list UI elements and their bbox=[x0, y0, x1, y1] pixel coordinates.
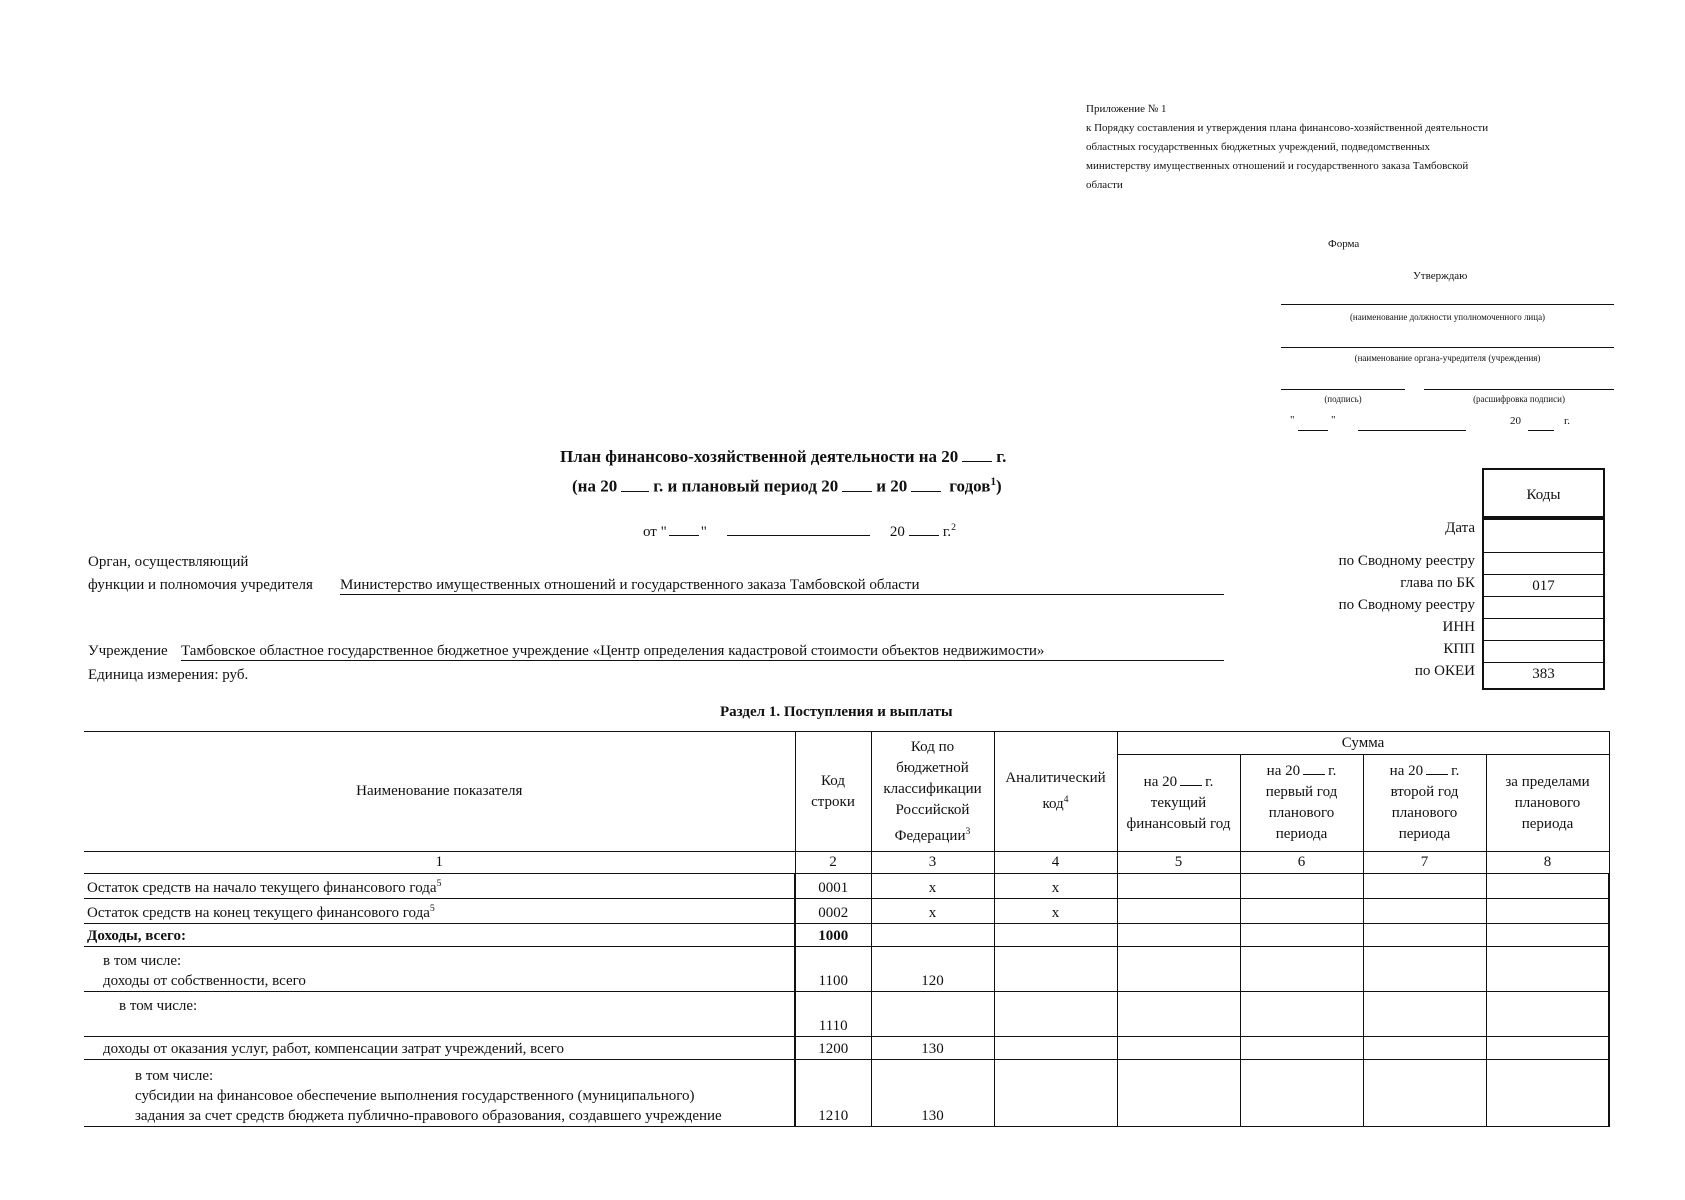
signature-caption: (подпись) bbox=[1324, 394, 1362, 404]
position-caption: (наименование должности уполномоченного лица) bbox=[1349, 312, 1546, 322]
row-code: 1200 bbox=[795, 1037, 871, 1060]
organ-value: Министерство имущественных отношений и государственного заказа Тамбовской области bbox=[340, 577, 1224, 595]
row-kbk: 130 bbox=[871, 1037, 994, 1060]
codes-box bbox=[1482, 518, 1605, 690]
amount-cell-col5[interactable] bbox=[1117, 874, 1240, 899]
header-analytic: Аналитический код$^4$ bbox=[994, 732, 1117, 852]
header-col6: на 20 г. первый год планового периода bbox=[1240, 755, 1363, 852]
table-row bbox=[84, 947, 1609, 992]
appendix-title: Приложение № 1 bbox=[1086, 103, 1167, 115]
row-analytic: x bbox=[994, 874, 1117, 899]
row-name-line: субсидии на финансовое обеспечение выполнения государственного (муниципального) bbox=[135, 1088, 695, 1104]
row-name-text bbox=[87, 1016, 791, 1036]
unit-label: Единица измерения: руб. bbox=[88, 667, 249, 683]
organ-label-1: Орган, осуществляющий bbox=[88, 554, 249, 570]
approve-label: Утверждаю bbox=[1413, 270, 1468, 282]
table-row bbox=[84, 874, 1609, 899]
appendix-line: области bbox=[1086, 179, 1123, 191]
quote-close: " bbox=[1331, 414, 1336, 426]
code-label-4: ИНН bbox=[1442, 619, 1475, 635]
column-numbers-row bbox=[84, 852, 1609, 874]
amount-cell-col7[interactable] bbox=[1363, 1037, 1486, 1060]
section-title: Раздел 1. Поступления и выплаты bbox=[720, 704, 953, 720]
amount-cell-col5[interactable] bbox=[1117, 924, 1240, 947]
column-number: 8 bbox=[1486, 852, 1609, 874]
quote-open: " bbox=[1290, 414, 1295, 426]
approval-month-line[interactable] bbox=[1358, 430, 1466, 431]
amount-cell-col8[interactable] bbox=[1486, 899, 1609, 924]
row-subheading: в том числе: bbox=[135, 1068, 214, 1084]
institution-label: Учреждение bbox=[88, 643, 168, 659]
amount-cell-col5[interactable] bbox=[1117, 992, 1240, 1037]
row-name bbox=[84, 1060, 795, 1127]
appendix-line: к Порядку составления и утверждения плана финансово-хозяйственной деятельности bbox=[1086, 122, 1489, 134]
appendix-line: областных государственных бюджетных учреждений, подведомственных bbox=[1086, 141, 1430, 153]
column-number: 2 bbox=[795, 852, 871, 874]
table-row bbox=[84, 1037, 1609, 1060]
plan-date: от " " 20 г.$^2$ bbox=[643, 522, 956, 540]
row-name-text: Остаток средств на начало текущего финансового года$^5$ bbox=[87, 878, 442, 896]
amount-cell-col6[interactable] bbox=[1240, 947, 1363, 992]
header-kbk: Код по бюджетной классификации Российской Федерации$^3$ bbox=[871, 732, 994, 852]
code-value-1[interactable] bbox=[1484, 552, 1603, 574]
column-number: 1 bbox=[84, 852, 795, 874]
header-sum: Сумма bbox=[1117, 732, 1609, 755]
code-value-3[interactable] bbox=[1484, 596, 1603, 618]
organ-line[interactable] bbox=[1281, 347, 1614, 348]
code-value-6[interactable]: 383 bbox=[1484, 662, 1603, 684]
code-label-3: по Сводному реестру bbox=[1338, 597, 1475, 613]
institution-value: Тамбовское областное государственное бюджетное учреждение «Центр определения кадастровой стоимости объектов недвижимости» bbox=[181, 643, 1224, 661]
row-code: 1000 bbox=[795, 924, 871, 947]
row-name bbox=[84, 899, 795, 924]
row-name-text: Доходы, всего: bbox=[87, 928, 186, 944]
page-title: План финансово-хозяйственной деятельности на 20 г. bbox=[560, 447, 1007, 466]
codes-header: Коды bbox=[1482, 468, 1605, 518]
amount-cell-col7[interactable] bbox=[1363, 992, 1486, 1037]
header-col7: на 20 г. второй год планового периода bbox=[1363, 755, 1486, 852]
row-kbk bbox=[871, 992, 994, 1037]
amount-cell-col6[interactable] bbox=[1240, 899, 1363, 924]
row-name bbox=[84, 947, 795, 992]
code-label-2: глава по БК bbox=[1400, 575, 1475, 591]
code-value-5[interactable] bbox=[1484, 640, 1603, 662]
amount-cell-col6[interactable] bbox=[1240, 874, 1363, 899]
amount-cell-col8[interactable] bbox=[1486, 1037, 1609, 1060]
column-number: 5 bbox=[1117, 852, 1240, 874]
row-analytic bbox=[994, 1037, 1117, 1060]
amount-cell-col5[interactable] bbox=[1117, 947, 1240, 992]
column-number: 4 bbox=[994, 852, 1117, 874]
table-row bbox=[84, 992, 1609, 1037]
row-code: 1210 bbox=[795, 1060, 871, 1127]
row-kbk bbox=[871, 924, 994, 947]
row-name-text: Остаток средств на конец текущего финансового года$^5$ bbox=[87, 903, 435, 921]
row-kbk: x bbox=[871, 899, 994, 924]
amount-cell-col8[interactable] bbox=[1486, 874, 1609, 899]
header-col8: за пределами планового периода bbox=[1486, 755, 1609, 852]
row-name-text: задания за счет средств бюджета публично-правового образования, создавшего учреждение bbox=[135, 1108, 722, 1124]
row-kbk: x bbox=[871, 874, 994, 899]
signature-line[interactable] bbox=[1281, 389, 1405, 390]
receipts-table bbox=[84, 731, 1610, 1127]
row-analytic bbox=[994, 992, 1117, 1037]
row-analytic: x bbox=[994, 899, 1117, 924]
code-value-4[interactable] bbox=[1484, 618, 1603, 640]
code-value-2[interactable]: 017 bbox=[1484, 574, 1603, 596]
code-value-0[interactable] bbox=[1484, 520, 1603, 552]
row-name bbox=[84, 924, 795, 947]
decode-line[interactable] bbox=[1424, 389, 1614, 390]
row-subheading: в том числе: bbox=[103, 953, 182, 969]
code-label-6: по ОКЕИ bbox=[1414, 663, 1475, 679]
row-name-text: доходы от оказания услуг, работ, компенсации затрат учреждений, всего bbox=[103, 1041, 564, 1057]
amount-cell-col5[interactable] bbox=[1117, 1037, 1240, 1060]
amount-cell-col6[interactable] bbox=[1240, 992, 1363, 1037]
amount-cell-col7[interactable] bbox=[1363, 874, 1486, 899]
table-row bbox=[84, 899, 1609, 924]
amount-cell-col7[interactable] bbox=[1363, 1060, 1486, 1127]
page-subtitle: (на 20 г. и плановый период 20 и 20 годов$^1$) bbox=[572, 476, 1002, 496]
amount-cell-col6[interactable] bbox=[1240, 1060, 1363, 1127]
approval-year-prefix: 20 bbox=[1510, 415, 1521, 427]
amount-cell-col7[interactable] bbox=[1363, 947, 1486, 992]
organ-label-2: функции и полномочия учредителя bbox=[88, 577, 313, 593]
amount-cell-col7[interactable] bbox=[1363, 924, 1486, 947]
row-analytic bbox=[994, 947, 1117, 992]
approval-year-suffix: г. bbox=[1564, 415, 1571, 427]
header-col5: на 20 г. текущий финансовый год bbox=[1117, 755, 1240, 852]
approval-year-line[interactable] bbox=[1528, 430, 1554, 431]
amount-cell-col8[interactable] bbox=[1486, 1060, 1609, 1127]
row-subheading: в том числе: bbox=[119, 998, 198, 1014]
amount-cell-col5[interactable] bbox=[1117, 1060, 1240, 1127]
amount-cell-col8[interactable] bbox=[1486, 924, 1609, 947]
row-code: 0002 bbox=[795, 899, 871, 924]
amount-cell-col5[interactable] bbox=[1117, 899, 1240, 924]
row-code: 1110 bbox=[795, 992, 871, 1037]
row-name bbox=[84, 992, 795, 1037]
row-kbk: 120 bbox=[871, 947, 994, 992]
column-number: 6 bbox=[1240, 852, 1363, 874]
header-name: Наименование показателя bbox=[84, 732, 795, 852]
row-analytic bbox=[994, 924, 1117, 947]
amount-cell-col6[interactable] bbox=[1240, 924, 1363, 947]
row-code: 1100 bbox=[795, 947, 871, 992]
row-analytic bbox=[994, 1060, 1117, 1127]
header-code: Код строки bbox=[795, 732, 871, 852]
row-kbk: 130 bbox=[871, 1060, 994, 1127]
row-name bbox=[84, 1037, 795, 1060]
approval-day-line[interactable] bbox=[1298, 430, 1328, 431]
column-number: 7 bbox=[1363, 852, 1486, 874]
amount-cell-col6[interactable] bbox=[1240, 1037, 1363, 1060]
column-number: 3 bbox=[871, 852, 994, 874]
appendix-line: министерству имущественных отношений и государственного заказа Тамбовской bbox=[1086, 160, 1469, 172]
organ-caption: (наименование органа-учредителя (учреждения) bbox=[1354, 353, 1541, 363]
row-code: 0001 bbox=[795, 874, 871, 899]
appendix-note bbox=[1086, 100, 1488, 195]
amount-cell-col8[interactable] bbox=[1486, 992, 1609, 1037]
row-name bbox=[84, 874, 795, 899]
amount-cell-col8[interactable] bbox=[1486, 947, 1609, 992]
row-name-text: доходы от собственности, всего bbox=[103, 973, 306, 989]
amount-cell-col7[interactable] bbox=[1363, 899, 1486, 924]
position-line[interactable] bbox=[1281, 304, 1614, 305]
code-label-1: по Сводному реестру bbox=[1338, 553, 1475, 569]
table-row bbox=[84, 924, 1609, 947]
code-label-5: КПП bbox=[1443, 641, 1475, 657]
code-label-0: Дата bbox=[1445, 520, 1475, 536]
form-label: Форма bbox=[1328, 238, 1360, 250]
table-row bbox=[84, 1060, 1609, 1127]
decode-caption: (расшифровка подписи) bbox=[1473, 394, 1565, 404]
